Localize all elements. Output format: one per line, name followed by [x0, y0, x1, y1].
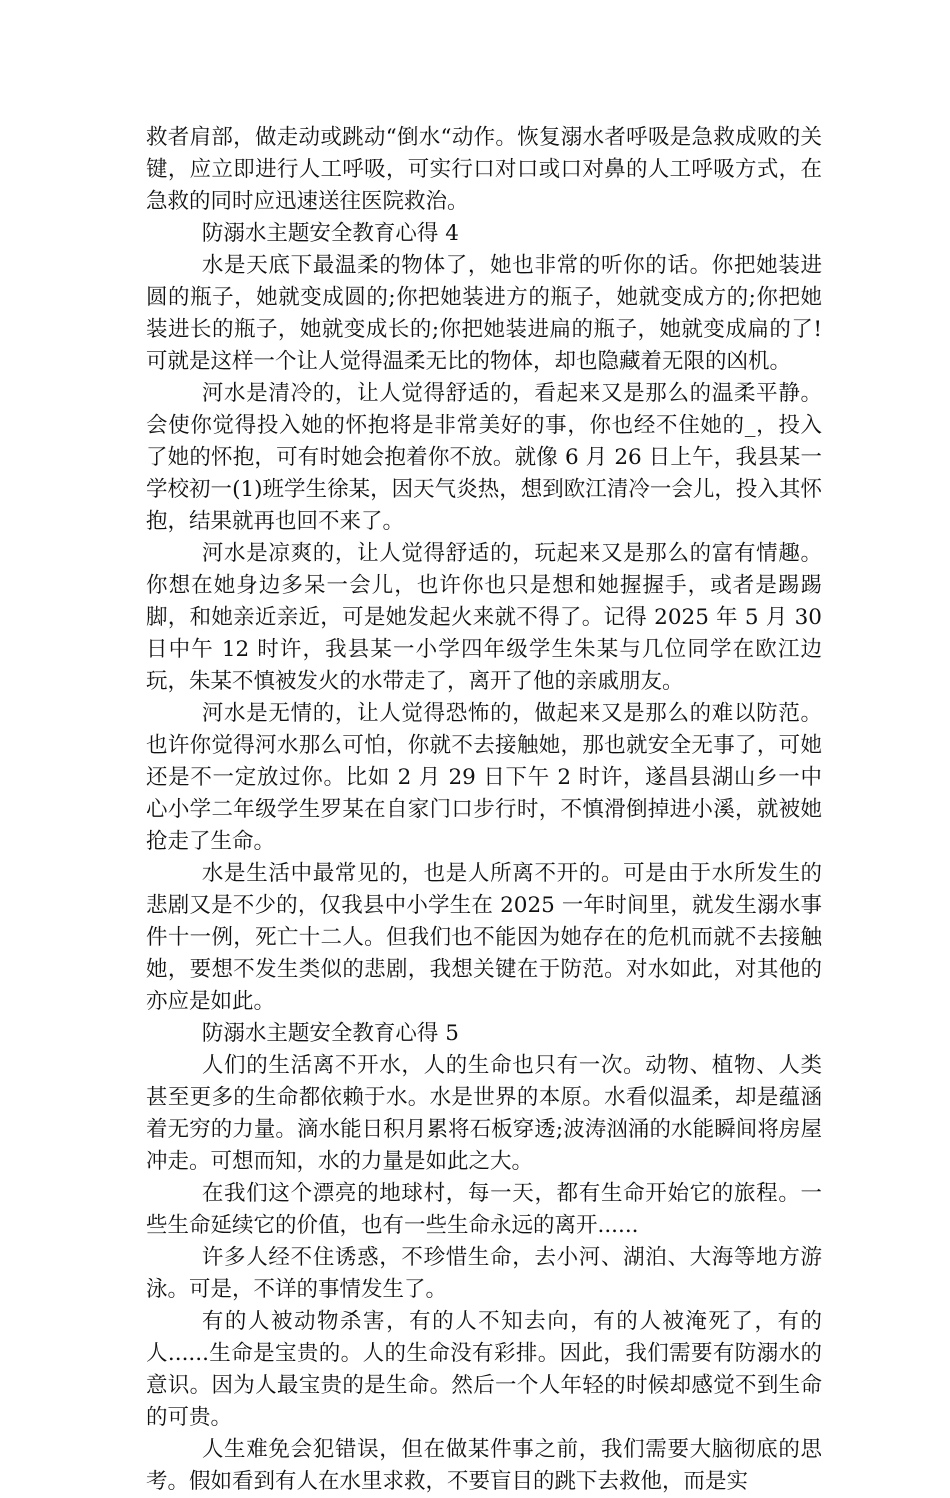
paragraph-earth-village: 在我们这个漂亮的地球村，每一天，都有生命开始它的旅程。一些生命延续它的价值，也有一些生命永远的离开...... — [146, 1181, 822, 1238]
paragraph-temptation: 许多人经不住诱惑，不珍惜生命，去小河、湖泊、大海等地方游泳。可是，不详的事情发生了。 — [146, 1245, 822, 1302]
paragraph-mistakes: 人生难免会犯错误，但在做某件事之前，我们需要大脑彻底的思考。假如看到有人在水里求救，不要盲目的跳下去救他，而是实 — [146, 1437, 822, 1494]
paragraph-rescue-end: 救者肩部，做走动或跳动“倒水“动作。恢复溺水者呼吸是急救成败的关键，应立即进行人工呼吸，可实行口对口或口对鼻的人工呼吸方式，在急救的同时应迅速送往医院救治。 — [146, 125, 822, 214]
paragraph-life-precious: 有的人被动物杀害，有的人不知去向，有的人被淹死了，有的人......生命是宝贵的。人的生命没有彩排。因此，我们需要有防溺水的意识。因为人最宝贵的是生命。然后一个人年轻的时候却感觉不到生命的可贵。 — [146, 1309, 822, 1430]
section-heading-4: 防溺水主题安全教育心得 4 — [201, 221, 459, 246]
paragraph-life-water: 人们的生活离不开水，人的生命也只有一次。动物、植物、人类甚至更多的生命都依赖于水。水是世界的本原。水看似温柔，却是蕴涵着无穷的力量。滴水能日积月累将石板穿透;波涛汹涌的水能瞬间将房屋冲走。可想而知，水的力量是如此之大。 — [146, 1053, 822, 1174]
paragraph-river-cold: 河水是清冷的，让人觉得舒适的，看起来又是那么的温柔平静。会使你觉得投入她的怀抱将是非常美好的事，你也经不住她的_，投入了她的怀抱，可有时她会抱着你不放。就像 6 月 26 日上午，我县某一学校初一(1)班学生徐某，因天气炎热，想到欧江清冷一会儿，投入其怀抱，结果就再也回不来了。 — [146, 381, 822, 534]
paragraph-water-common: 水是生活中最常见的，也是人所离不开的。可是由于水所发生的悲剧又是不少的，仅我县中小学生在 2025 一年时间里，就发生溺水事件十一例，死亡十二人。但我们也不能因为她存在的危机而就不去接触她，要想不发生类似的悲剧，我想关键在于防范。对水如此，对其他的亦应是如此。 — [146, 861, 822, 1014]
document-page — [146, 122, 822, 1498]
paragraph-river-cool: 河水是凉爽的，让人觉得舒适的，玩起来又是那么的富有情趣。你想在她身边多呆一会儿，也许你也只是想和她握握手，或者是踢踢脚，和她亲近亲近，可是她发起火来就不得了。记得 2025 年 5 月 30 日中午 12 时许，我县某一小学四年级学生朱某与几位同学在欧江边玩，朱某不慎被发火的水带走了，离开了他的亲戚朋友。 — [146, 541, 822, 694]
paragraph-river-ruthless: 河水是无情的，让人觉得恐怖的，做起来又是那么的难以防范。也许你觉得河水那么可怕，你就不去接触她，那也就安全无事了，可她还是不一定放过你。比如 2 月 29 日下午 2 时许，遂昌县湖山乡一中心小学二年级学生罗某在自家门口步行时，不慎滑倒掉进小溪，就被她抢走了生命。 — [146, 701, 822, 854]
paragraph-water-gentle: 水是天底下最温柔的物体了，她也非常的听你的话。你把她装进圆的瓶子，她就变成圆的;你把她装进方的瓶子，她就变成方的;你把她装进长的瓶子，她就变成长的;你把她装进扁的瓶子，她就变成扁的了!可就是这样一个让人觉得温柔无比的物体，却也隐藏着无限的凶机。 — [146, 253, 822, 374]
section-heading-5: 防溺水主题安全教育心得 5 — [201, 1021, 459, 1046]
